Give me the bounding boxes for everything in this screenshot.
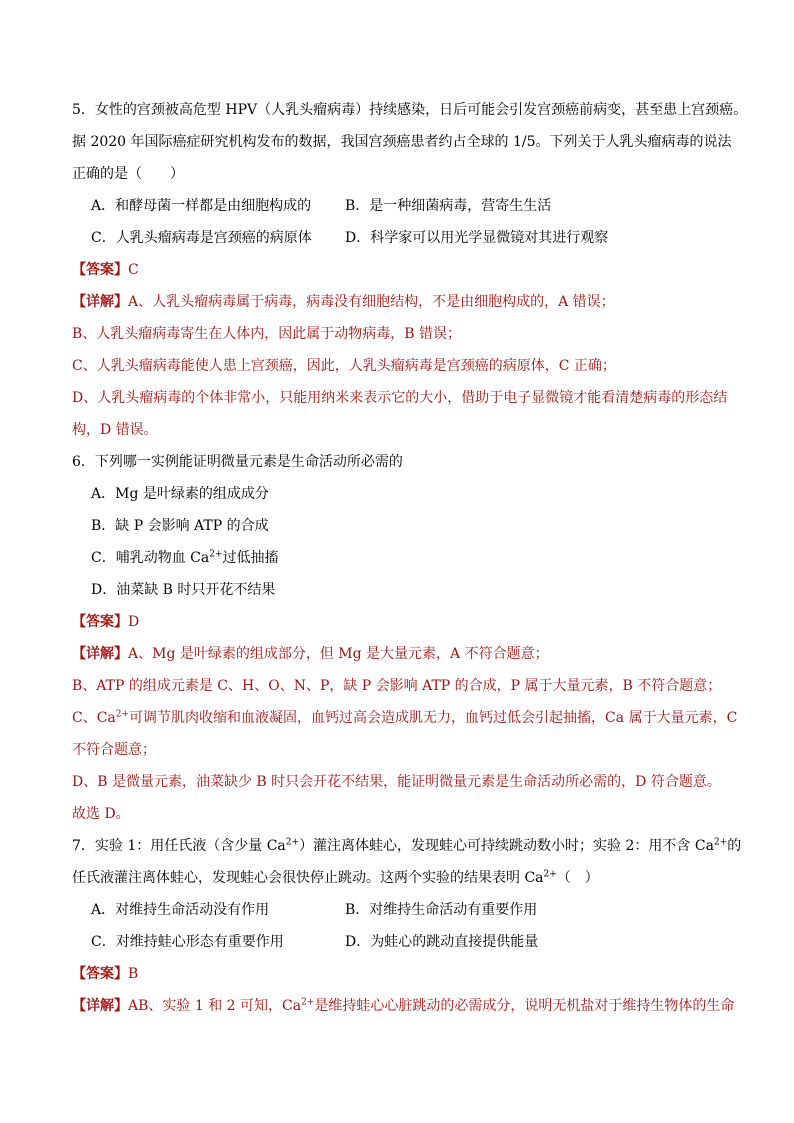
- q7-stem-line-1: [72, 836, 741, 856]
- q5-stem-line-3: 正确的是（ ）: [72, 166, 184, 182]
- q7-detail-line-1: [72, 996, 734, 1016]
- answer-tag: 【答案】: [72, 966, 128, 982]
- detail-text: AB、实验 1 和 2 可知，Ca: [128, 998, 302, 1014]
- q5-detail-line-5: 构，D 错误。: [72, 422, 158, 438]
- detail-tag: 【详解】: [72, 998, 128, 1014]
- detail-text: A、人乳头瘤病毒属于病毒，病毒没有细胞结构，不是由细胞构成的，A 错误；: [128, 294, 615, 310]
- q6-detail-line-1: [72, 644, 549, 664]
- option-text: C．哺乳动物血 Ca: [91, 550, 210, 566]
- q5-option-d: D．科学家可以用光学显微镜对其进行观察: [345, 230, 609, 246]
- superscript-charge: 2+: [285, 837, 300, 848]
- answer-tag: 【答案】: [72, 262, 128, 278]
- q5-detail-line-4: D、人乳头瘤病毒的个体非常小，只能用纳米来表示它的大小，借助于电子显微镜才能看清楚病毒的形态结: [72, 390, 728, 406]
- stem-text: 的: [727, 838, 742, 854]
- detail-text: 是维持蛙心心脏跳动的必需成分，说明无机盐对于维持生物体的生命: [314, 998, 735, 1014]
- stem-text: ）灌注离体蛙心，发现蛙心可持续跳动数小时；实验 2：用不含 Ca: [299, 838, 714, 854]
- q6-option-c: [91, 548, 279, 568]
- q7-option-a: A．对维持生命活动没有作用: [91, 902, 270, 918]
- q7-option-b: B．对维持生命活动有重要作用: [345, 902, 538, 918]
- detail-tag: 【详解】: [72, 294, 128, 310]
- q7-option-d: D．为蛙心的跳动直接提供能量: [345, 934, 539, 950]
- superscript-charge: 2+: [543, 869, 557, 880]
- q5-option-a: A．和酵母菌一样都是由细胞构成的: [91, 198, 312, 214]
- answer-tag: 【答案】: [72, 614, 128, 630]
- q6-option-d: D．油菜缺 B 时只开花不结果: [91, 582, 276, 598]
- superscript-charge: 2+: [209, 549, 223, 560]
- stem-text: （ ）: [556, 870, 599, 886]
- q5-stem-line-2: 据 2020 年国际癌症研究机构发布的数据，我国宫颈癌患者约占全球的 1/5。下列关于人乳头瘤病毒的说法: [72, 134, 732, 150]
- q6-detail-line-6: 故选 D。: [72, 806, 130, 822]
- q5-answer: [72, 260, 139, 280]
- q6-detail-line-3: [72, 708, 737, 728]
- detail-text: C、Ca: [72, 710, 116, 726]
- q5-detail-line-2: B、人乳头瘤病毒寄生在人体内，因此属于动物病毒，B 错误；: [72, 326, 462, 342]
- q6-option-a: A．Mg 是叶绿素的组成成分: [91, 486, 269, 502]
- superscript-charge: 2+: [115, 709, 130, 720]
- q5-option-c: C．人乳头瘤病毒是宫颈癌的病原体: [91, 230, 312, 246]
- answer-value: C: [128, 262, 139, 278]
- superscript-charge: 2+: [713, 837, 728, 848]
- q7-stem-line-2: [72, 868, 599, 888]
- q6-answer: [72, 612, 139, 632]
- q7-answer: [72, 964, 138, 984]
- answer-value: B: [128, 966, 139, 982]
- q7-option-c: C．对维持蛙心形态有重要作用: [91, 934, 284, 950]
- stem-text: 7．实验 1：用任氏液（含少量 Ca: [72, 838, 286, 854]
- q6-detail-line-2: B、ATP 的组成元素是 C、H、O、N、P，缺 P 会影响 ATP 的合成，P 属于大量元素，B 不符合题意；: [72, 678, 722, 694]
- stem-text: 任氏液灌注离体蛙心，发现蛙心会很快停止跳动。这两个实验的结果表明 Ca: [72, 870, 544, 886]
- q6-option-b: B．缺 P 会影响 ATP 的合成: [91, 518, 269, 534]
- q5-option-b: B．是一种细菌病毒，营寄生生活: [345, 198, 552, 214]
- detail-text: A、Mg 是叶绿素的组成部分，但 Mg 是大量元素，A 不符合题意；: [128, 646, 549, 662]
- detail-text: 可调节肌肉收缩和血液凝固，血钙过高会造成肌无力，血钙过低会引起抽搐，Ca 属于大量元素，C: [129, 710, 738, 726]
- q6-detail-line-5: D、B 是微量元素，油菜缺少 B 时只会开花不结果，能证明微量元素是生命活动所必需的，D 符合题意。: [72, 774, 721, 790]
- detail-tag: 【详解】: [72, 646, 128, 662]
- q5-stem-line-1: 5．女性的宫颈被高危型 HPV（人乳头瘤病毒）持续感染，日后可能会引发宫颈癌前病变，甚至患上宫颈癌。: [72, 102, 748, 118]
- q6-stem: 6．下列哪一实例能证明微量元素是生命活动所必需的: [72, 454, 403, 470]
- q5-detail-line-1: [72, 292, 615, 312]
- option-text: 过低抽搐: [222, 550, 279, 566]
- q6-detail-line-4: 不符合题意；: [72, 742, 156, 758]
- answer-value: D: [128, 614, 140, 630]
- q5-detail-line-3: C、人乳头瘤病毒能使人患上宫颈癌，因此，人乳头瘤病毒是宫颈癌的病原体，C 正确；: [72, 358, 616, 374]
- superscript-charge: 2+: [301, 997, 315, 1008]
